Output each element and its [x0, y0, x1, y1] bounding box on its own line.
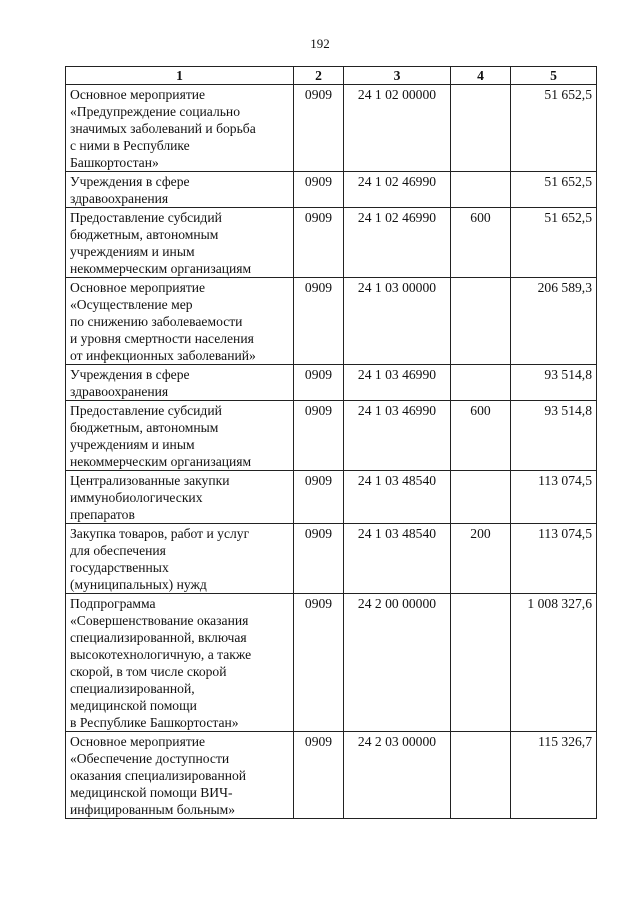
row-name: Закупка товаров, работ и услуг для обеспечения государственных (муниципальных) нужд	[66, 524, 294, 594]
row-amount: 113 074,5	[511, 524, 597, 594]
row-amount: 206 589,3	[511, 278, 597, 365]
header-col-3: 3	[344, 67, 451, 85]
table-row	[66, 365, 597, 401]
row-amount: 113 074,5	[511, 471, 597, 524]
row-amount: 51 652,5	[511, 208, 597, 278]
table-row	[66, 732, 597, 819]
row-expense-type	[451, 365, 511, 401]
row-amount: 93 514,8	[511, 365, 597, 401]
row-section: 0909	[294, 401, 344, 471]
row-expense-type	[451, 172, 511, 208]
row-amount: 93 514,8	[511, 401, 597, 471]
row-target-item: 24 1 03 46990	[344, 365, 451, 401]
row-amount: 1 008 327,6	[511, 594, 597, 732]
row-target-item: 24 2 00 00000	[344, 594, 451, 732]
row-section: 0909	[294, 172, 344, 208]
row-name: Учреждения в сфере здравоохранения	[66, 172, 294, 208]
row-name: Основное мероприятие «Осуществление мер по снижению заболеваемости и уровня смертности населения от инфекционных заболеваний»	[66, 278, 294, 365]
header-col-4: 4	[451, 67, 511, 85]
row-name: Основное мероприятие «Обеспечение доступности оказания специализированной медицинской помощи ВИЧ- инфицированным больным»	[66, 732, 294, 819]
row-name: Основное мероприятие «Предупреждение социально значимых заболеваний и борьба с ними в Республике Башкортостан»	[66, 85, 294, 172]
row-name: Учреждения в сфере здравоохранения	[66, 365, 294, 401]
row-name: Предоставление субсидий бюджетным, автономным учреждениям и иным некоммерческим организациям	[66, 208, 294, 278]
budget-table	[65, 66, 597, 819]
row-section: 0909	[294, 524, 344, 594]
row-name: Централизованные закупки иммунобиологических препаратов	[66, 471, 294, 524]
row-expense-type: 600	[451, 208, 511, 278]
row-target-item: 24 1 02 46990	[344, 172, 451, 208]
row-target-item: 24 1 02 00000	[344, 85, 451, 172]
row-target-item: 24 1 03 48540	[344, 471, 451, 524]
row-name: Подпрограмма «Совершенствование оказания специализированной, включая высокотехнологичную, а также скорой, в том числе скорой специализированной, медицинской помощи в Республике Башкортостан»	[66, 594, 294, 732]
header-col-1: 1	[66, 67, 294, 85]
row-amount: 51 652,5	[511, 85, 597, 172]
table-row	[66, 208, 597, 278]
row-section: 0909	[294, 732, 344, 819]
row-target-item: 24 1 03 00000	[344, 278, 451, 365]
table-row	[66, 594, 597, 732]
row-expense-type	[451, 594, 511, 732]
row-target-item: 24 1 03 46990	[344, 401, 451, 471]
page-number: 192	[310, 36, 330, 51]
row-target-item: 24 1 02 46990	[344, 208, 451, 278]
table-row	[66, 471, 597, 524]
row-section: 0909	[294, 85, 344, 172]
header-row	[66, 67, 597, 85]
header-col-2: 2	[294, 67, 344, 85]
row-section: 0909	[294, 365, 344, 401]
table-row	[66, 172, 597, 208]
row-expense-type	[451, 85, 511, 172]
row-section: 0909	[294, 594, 344, 732]
row-expense-type	[451, 471, 511, 524]
row-amount: 51 652,5	[511, 172, 597, 208]
row-amount: 115 326,7	[511, 732, 597, 819]
header-col-5: 5	[511, 67, 597, 85]
row-name: Предоставление субсидий бюджетным, автономным учреждениям и иным некоммерческим организациям	[66, 401, 294, 471]
table-row	[66, 278, 597, 365]
table-row	[66, 85, 597, 172]
row-expense-type	[451, 732, 511, 819]
row-section: 0909	[294, 278, 344, 365]
row-expense-type: 200	[451, 524, 511, 594]
row-expense-type	[451, 278, 511, 365]
row-target-item: 24 1 03 48540	[344, 524, 451, 594]
table-row	[66, 524, 597, 594]
table-row	[66, 401, 597, 471]
row-target-item: 24 2 03 00000	[344, 732, 451, 819]
row-expense-type: 600	[451, 401, 511, 471]
row-section: 0909	[294, 471, 344, 524]
row-section: 0909	[294, 208, 344, 278]
